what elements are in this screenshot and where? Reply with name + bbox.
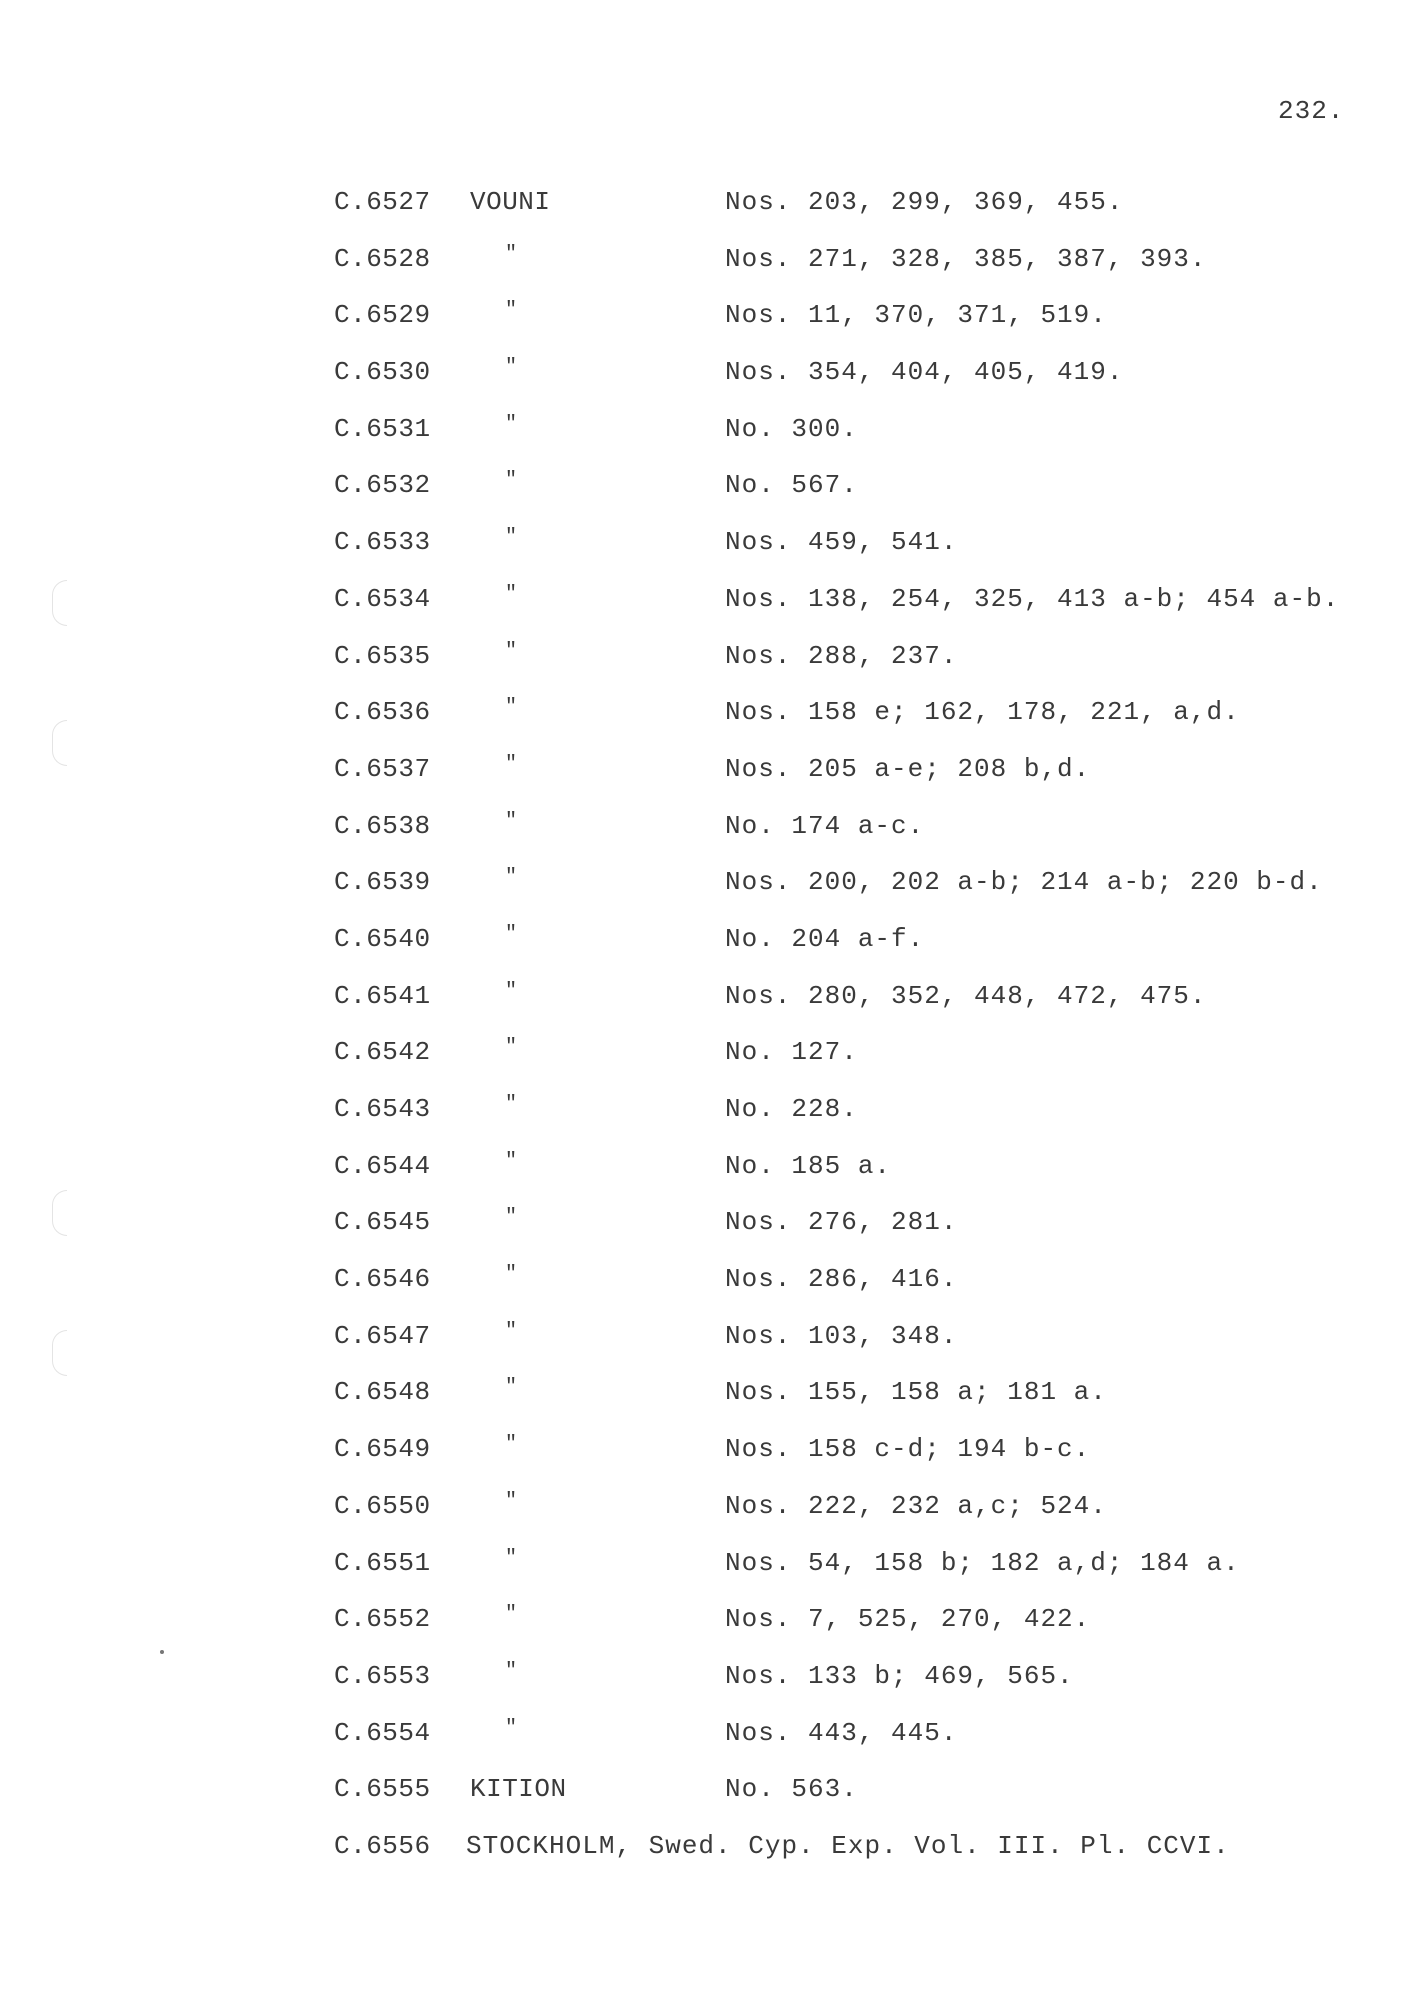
entry-code: C.6532 [334,470,431,501]
entry-code: C.6541 [334,980,431,1011]
ditto-mark: " [505,922,518,946]
catalogue-entry [0,753,1414,810]
entry-citation: STOCKHOLM, Swed. Cyp. Exp. Vol. III. Pl. CCVI. [466,1830,1230,1861]
ditto-mark: " [505,526,518,550]
entry-references: No. 563. [725,1774,858,1805]
catalogue-entry [0,1036,1414,1093]
ditto-mark: " [505,1093,518,1116]
entry-code: C.6545 [334,1207,431,1238]
ditto-mark: " [505,1489,518,1513]
entry-code: C.6538 [334,810,431,841]
catalogue-entry [0,810,1414,867]
entry-site: KITION [470,1774,567,1805]
ditto-mark: " [505,1206,518,1230]
entry-references: Nos. 354, 404, 405, 419. [725,357,1124,388]
entry-references: Nos. 138, 254, 325, 413 a-b; 454 a-b. [725,583,1340,614]
catalogue-entry [0,1376,1414,1433]
entry-references: Nos. 103, 348. [725,1320,958,1351]
catalogue-entry [0,1773,1414,1830]
entry-references: Nos. 280, 352, 448, 472, 475. [725,980,1207,1011]
entry-site: VOUNI [470,187,551,217]
entry-references: Nos. 203, 299, 369, 455. [725,187,1124,217]
entry-references: No. 127. [725,1037,858,1068]
catalogue-entry [0,526,1414,583]
ditto-mark: " [505,1716,518,1740]
ditto-mark: " [505,1603,518,1627]
entry-code: C.6539 [334,867,431,898]
entry-references: Nos. 158 c-d; 194 b-c. [725,1434,1091,1465]
ditto-mark: " [505,469,518,493]
entry-references: No. 204 a-f. [725,923,925,954]
entry-code: C.6549 [334,1434,431,1465]
entry-code: C.6546 [334,1264,431,1295]
ditto-mark: " [505,1546,518,1570]
entry-references: Nos. 288, 237. [725,640,958,671]
entry-references: No. 567. [725,470,858,501]
entry-code: C.6528 [334,243,431,274]
entry-references: Nos. 54, 158 b; 182 a,d; 184 a. [725,1547,1240,1578]
entry-code: C.6544 [334,1150,431,1181]
catalogue-entry [0,640,1414,697]
entry-code: C.6552 [334,1604,431,1635]
catalogue-entry [0,469,1414,526]
entry-code: C.6531 [334,413,431,444]
ditto-mark: " [505,582,518,606]
ditto-mark: " [505,299,518,323]
entry-code: C.6555 [334,1774,431,1805]
entry-references: Nos. 222, 232 a,c; 524. [725,1490,1107,1521]
entry-references: Nos. 205 a-e; 208 b,d. [725,753,1091,784]
catalogue-entry [0,1433,1414,1490]
catalogue-entry [0,1603,1414,1660]
catalogue-entry [0,1717,1414,1774]
catalogue-entry [0,1320,1414,1377]
catalogue-entry-final [0,1830,1414,1887]
entry-code: C.6548 [334,1377,431,1408]
entry-references: Nos. 155, 158 a; 181 a. [725,1377,1107,1408]
entry-references: Nos. 200, 202 a-b; 214 a-b; 220 b-d. [725,867,1323,898]
entry-references: Nos. 11, 370, 371, 519. [725,300,1107,331]
ditto-mark: " [505,1149,518,1173]
entry-code: C.6537 [334,753,431,784]
ditto-mark: " [505,412,518,436]
catalogue-entry [0,243,1414,300]
entry-references: Nos. 443, 445. [725,1717,958,1748]
ditto-mark: " [505,1263,518,1287]
catalogue-entry [0,1150,1414,1207]
catalogue-list [0,186,1414,1887]
ditto-mark: " [505,979,518,1003]
catalogue-entry [0,1660,1414,1717]
entry-code: C.6533 [334,527,431,558]
catalogue-entry [0,299,1414,356]
ditto-mark: " [505,696,518,720]
entry-code: C.6551 [334,1547,431,1578]
entry-code: C.6554 [334,1717,431,1748]
ditto-mark: " [505,356,518,380]
entry-references: No. 174 a-c. [725,810,925,841]
entry-code: C.6556 [334,1830,431,1861]
catalogue-entry [0,583,1414,640]
ditto-mark: " [505,1376,518,1400]
entry-code: C.6534 [334,583,431,614]
catalogue-entry [0,696,1414,753]
catalogue-entry [0,1093,1414,1150]
entry-code: C.6540 [334,923,431,954]
entry-references: Nos. 271, 328, 385, 387, 393. [725,243,1207,274]
entry-code: C.6527 [334,187,431,217]
entry-code: C.6547 [334,1320,431,1351]
catalogue-entry [0,1263,1414,1320]
ditto-mark: " [505,752,518,776]
entry-code: C.6530 [334,357,431,388]
entry-code: C.6529 [334,300,431,331]
ditto-mark: " [505,639,518,663]
entry-references: No. 185 a. [725,1150,892,1181]
page-number: 232. [1278,96,1345,126]
ditto-mark: " [505,242,518,266]
entry-code: C.6542 [334,1037,431,1068]
entry-code: C.6535 [334,640,431,671]
catalogue-entry [0,186,1414,243]
catalogue-entry [0,1547,1414,1604]
entry-references: Nos. 286, 416. [725,1264,958,1295]
ditto-mark: " [505,809,518,833]
ditto-mark: " [505,1433,518,1457]
catalogue-entry [0,413,1414,470]
catalogue-entry [0,980,1414,1037]
entry-references: Nos. 158 e; 162, 178, 221, a,d. [725,697,1240,728]
entry-references: Nos. 459, 541. [725,527,958,558]
ditto-mark: " [505,866,518,890]
catalogue-entry [0,356,1414,413]
entry-code: C.6543 [334,1094,431,1124]
entry-code: C.6550 [334,1490,431,1521]
entry-code: C.6536 [334,697,431,728]
entry-references: Nos. 276, 281. [725,1207,958,1238]
entry-references: Nos. 7, 525, 270, 422. [725,1604,1091,1635]
catalogue-entry [0,923,1414,980]
ditto-mark: " [505,1036,518,1060]
entry-code: C.6553 [334,1660,431,1691]
entry-references: No. 228. [725,1094,858,1124]
entry-references: No. 300. [725,413,858,444]
catalogue-entry [0,1206,1414,1263]
ditto-mark: " [505,1319,518,1343]
entry-references: Nos. 133 b; 469, 565. [725,1660,1074,1691]
catalogue-entry [0,1490,1414,1547]
ditto-mark: " [505,1659,518,1683]
catalogue-entry [0,866,1414,923]
